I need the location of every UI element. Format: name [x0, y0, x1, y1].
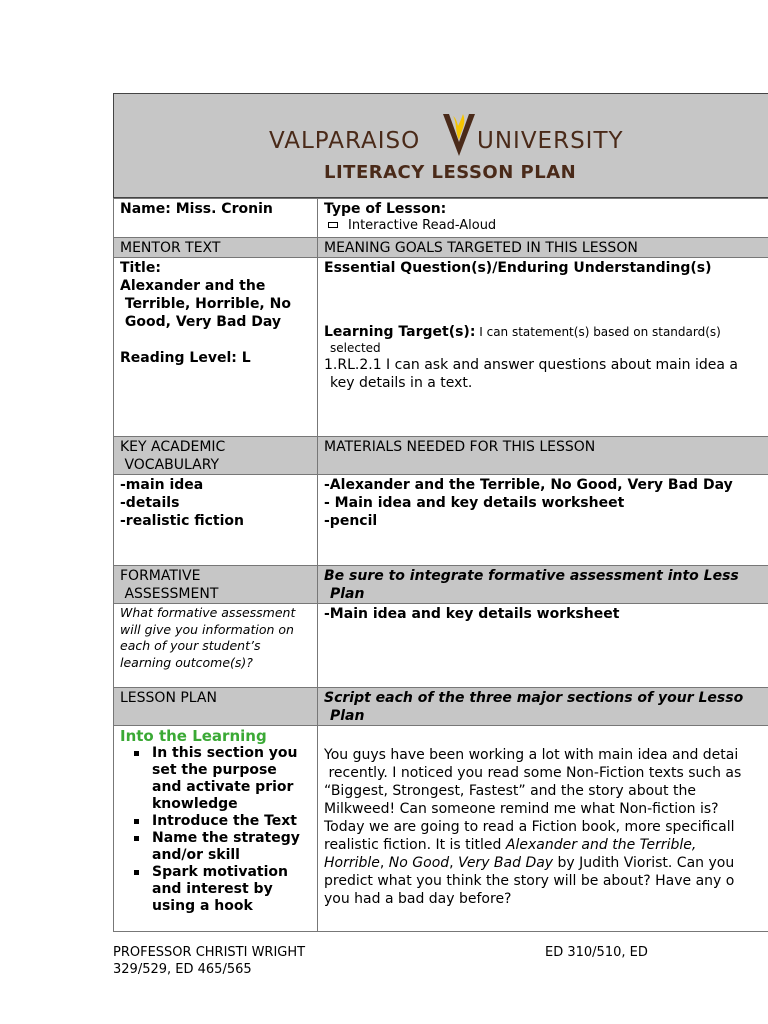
materials-heading: MATERIALS NEEDED FOR THIS LESSON	[318, 437, 768, 475]
teacher-name: Name: Miss. Cronin	[114, 199, 318, 238]
lesson-type-value: Interactive Read-Aloud	[348, 218, 497, 233]
reading-level: Reading Level: L	[120, 350, 251, 366]
vocab-item: -realistic fiction	[120, 513, 245, 529]
formative-heading-row	[114, 566, 768, 604]
script-line: Today we are going to read a Fiction book, more specificall	[324, 819, 735, 835]
script-line: “Biggest, Strongest, Fastest” and the story about the	[324, 783, 696, 799]
title-label: Title:	[120, 260, 161, 276]
script-text: by Judith Viorist. Can you	[553, 855, 735, 871]
goals-cell	[318, 258, 768, 437]
lesson-heading-row	[114, 688, 768, 726]
vocab-row	[114, 475, 768, 566]
into-learning-script	[318, 726, 768, 932]
learning-target-text-2: selected	[330, 341, 381, 355]
formative-heading	[114, 566, 318, 604]
script-text: realistic fiction. It is titled	[324, 837, 506, 853]
lesson-plan-table	[113, 198, 768, 932]
vocab-cell	[114, 475, 318, 566]
learning-target	[324, 323, 768, 341]
material-item: -pencil	[324, 513, 378, 529]
formative-prompt: What formative assessment will give you information on each of your student’s learning outcome(s)?	[114, 604, 318, 688]
learning-target-label: Learning Target(s):	[324, 324, 476, 340]
document-title: LITERACY LESSON PLAN	[324, 162, 577, 183]
book-title-line-1: Alexander and the	[120, 278, 266, 294]
script-line: predict what you think the story will be about? Have any o	[324, 873, 735, 889]
book-title-italic: Horrible	[324, 855, 380, 871]
logo-text-right: UNIVERSITY	[477, 128, 624, 154]
formative-instruction-line-1: Be sure to integrate formative assessment into Less	[324, 568, 739, 584]
script-line: recently. I noticed you read some Non-Fiction texts such as	[324, 765, 742, 781]
university-logo	[269, 110, 649, 160]
list-item: Introduce the Text	[152, 813, 311, 830]
script-line: Milkweed! Can someone remind me what Non-fiction is?	[324, 801, 719, 817]
goals-heading: MEANING GOALS TARGETED IN THIS LESSON	[318, 238, 768, 258]
into-learning-heading: Into the Learning	[120, 727, 267, 745]
lesson-type-value-row	[324, 218, 768, 233]
script-line: You guys have been working a lot with main idea and detai	[324, 747, 739, 763]
vocab-heading-line-1: KEY ACADEMIC	[120, 439, 226, 455]
script-line: you had a bad day before?	[324, 891, 512, 907]
formative-heading-line-1: FORMATIVE	[120, 568, 201, 584]
vocab-heading	[114, 437, 318, 475]
mentor-row	[114, 258, 768, 437]
list-item: In this section you set the purpose and activate prior knowledge	[152, 745, 311, 813]
mentor-heading-row	[114, 238, 768, 258]
vocab-item: -main idea	[120, 477, 204, 493]
vocab-heading-row	[114, 437, 768, 475]
book-title-italic: Very Bad Day	[458, 855, 554, 871]
into-learning-cell	[114, 726, 318, 932]
formative-heading-line-2: ASSESSMENT	[120, 586, 219, 602]
book-title-italic: Alexander and the Terrible,	[505, 837, 697, 853]
list-item: Name the strategy and/or skill	[152, 830, 311, 864]
lesson-instruction	[318, 688, 768, 726]
standard-line-2: key details in a text.	[330, 375, 473, 391]
materials-cell	[318, 475, 768, 566]
script-line-title	[324, 836, 768, 854]
lesson-type-label: Type of Lesson:	[324, 201, 447, 217]
mentor-heading: MENTOR TEXT	[114, 238, 318, 258]
comma: ,	[379, 855, 389, 871]
lesson-instruction-line-2: Plan	[330, 708, 365, 724]
shield-icon	[439, 110, 479, 160]
formative-answer: -Main idea and key details worksheet	[318, 604, 768, 688]
vocab-heading-line-2: VOCABULARY	[120, 457, 220, 473]
script-line-author	[324, 854, 768, 872]
logo-text-left: VALPARAISO	[269, 128, 421, 154]
into-learning-row	[114, 726, 768, 932]
standard-line-1: 1.RL.2.1 I can ask and answer questions about main idea a	[324, 357, 738, 373]
into-learning-bullets	[120, 745, 311, 915]
book-title-line-3: Good, Very Bad Day	[120, 314, 282, 330]
name-row	[114, 199, 768, 238]
formative-instruction-line-2: Plan	[330, 586, 365, 602]
footer-right: ED 310/510, ED	[545, 945, 648, 960]
material-item: -Alexander and the Terrible, No Good, Very Bad Day	[324, 477, 733, 493]
list-item: Spark motivation and interest by using a hook	[152, 864, 311, 915]
lesson-plan-heading: LESSON PLAN	[114, 688, 318, 726]
formative-row	[114, 604, 768, 688]
header-band	[113, 93, 768, 198]
formative-instruction	[318, 566, 768, 604]
material-item: - Main idea and key details worksheet	[324, 495, 625, 511]
book-title-italic: No Good	[388, 855, 450, 871]
mentor-text-cell	[114, 258, 318, 437]
learning-target-text: I can statement(s) based on standard(s)	[475, 325, 721, 339]
lesson-instruction-line-1: Script each of the three major sections of your Lesso	[324, 690, 744, 706]
footer-left: PROFESSOR CHRISTI WRIGHT 329/529, ED 465/565	[113, 945, 306, 977]
essential-question: Essential Question(s)/Enduring Understanding(s)	[324, 260, 712, 276]
comma: ,	[449, 855, 459, 871]
book-title-line-2: Terrible, Horrible, No	[120, 296, 291, 312]
lesson-type-cell	[318, 199, 768, 238]
checkbox-icon	[328, 222, 338, 228]
vocab-item: -details	[120, 495, 180, 511]
